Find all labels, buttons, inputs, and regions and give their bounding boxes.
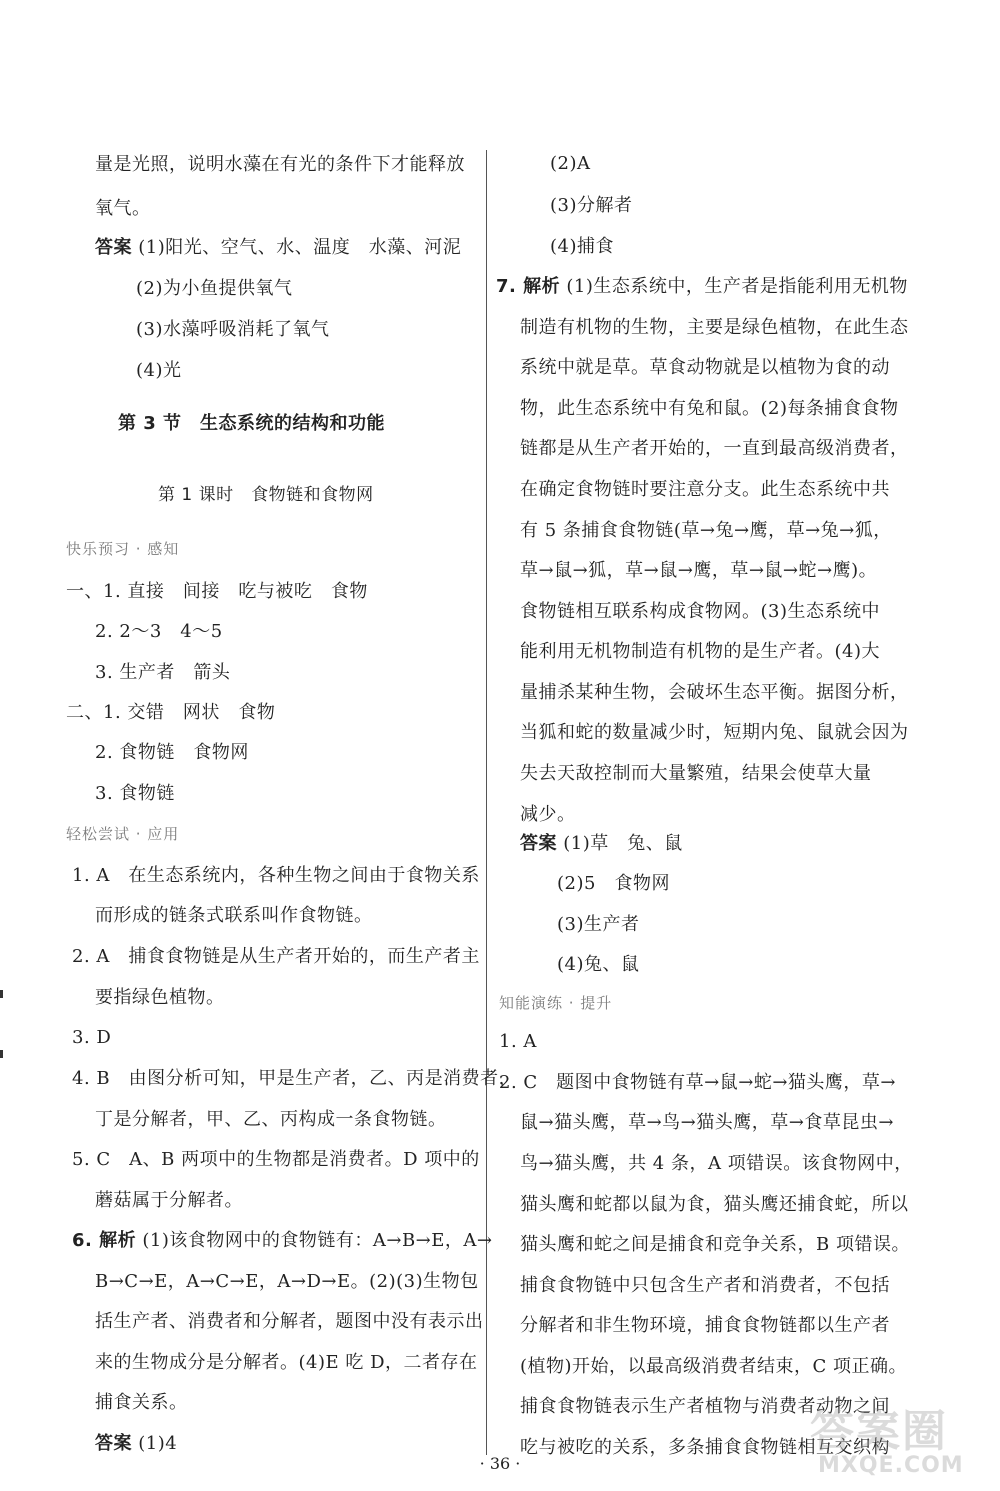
question-line: 鸟→猫头鹰，共 4 条，A 项错误。该食物网中， [520, 1153, 913, 1174]
answer-line: (2)A [550, 153, 591, 174]
question-line: 制造有机物的生物，主要是绿色植物，在此生态 [520, 317, 909, 338]
answer-line: (3)水藻呼吸消耗了氧气 [136, 319, 330, 340]
column-divider [486, 150, 487, 1455]
question-line: 物，此生态系统中有兔和鼠。(2)每条捕食食物 [520, 398, 899, 419]
question-line: B→C→E，A→C→E，A→D→E。(2)(3)生物包 [95, 1271, 479, 1292]
question-line: 减少。 [520, 804, 576, 825]
answer-line: 2. 食物链 食物网 [95, 742, 249, 763]
answer-line: 2. 2～3 4～5 [95, 621, 223, 642]
answer-line: (4)光 [136, 360, 182, 381]
question-line: 4. B 由图分析可知，甲是生产者，乙、丙是消费者， [72, 1068, 518, 1089]
analysis-text: (1)该食物网中的食物链有：A→B→E，A→ [142, 1230, 493, 1251]
question-line: 鼠→猫头鹰，草→鸟→猫头鹰，草→食草昆虫→ [520, 1112, 894, 1133]
watermark-text: 答案圈 [810, 1406, 948, 1457]
answer-text: (1)4 [138, 1433, 178, 1454]
answer-label: 答案 [95, 237, 132, 258]
question-line: 猫头鹰和蛇都以鼠为食，猫头鹰还捕食蛇，所以 [520, 1194, 909, 1215]
answer-line [95, 236, 461, 260]
section-heading: 快乐预习 · 感知 [66, 540, 180, 558]
answer-text: (1)草 兔、鼠 [563, 833, 683, 854]
answer-label: 答案 [95, 1433, 132, 1454]
answer-line: (2)5 食物网 [557, 873, 670, 894]
analysis-text: (1)生态系统中，生产者是指能利用无机物 [566, 276, 908, 297]
answer-label: 答案 [520, 833, 557, 854]
question-line: 5. C A、B 两项中的生物都是消费者。D 项中的 [72, 1149, 480, 1170]
answer-text: (1)阳光、空气、水、温度 水藻、河泥 [138, 237, 462, 258]
question-line: 丁是分解者，甲、乙、丙构成一条食物链。 [95, 1109, 447, 1130]
section-heading: 轻松尝试 · 应用 [66, 825, 180, 843]
scan-edge-mark [0, 990, 3, 998]
section-title: 第 3 节 生态系统的结构和功能 [118, 413, 386, 434]
question-line [72, 1229, 492, 1253]
question-line: 有 5 条捕食食物链(草→兔→鹰，草→兔→狐， [520, 520, 892, 541]
question-line: 1. A 在生态系统内，各种生物之间由于食物关系 [72, 865, 480, 886]
answer-line: 3. 生产者 箭头 [95, 662, 231, 683]
question-line: 蘑菇属于分解者。 [95, 1190, 243, 1211]
page-number: · 36 · [479, 1454, 521, 1473]
answer-line: (4)兔、鼠 [557, 954, 640, 975]
question-line: 3. D [72, 1027, 112, 1048]
answer-line: (3)生产者 [557, 914, 640, 935]
section-heading: 知能演练 · 提升 [499, 994, 613, 1012]
answer-line: (3)分解者 [550, 195, 633, 216]
answer-line: 3. 食物链 [95, 783, 175, 804]
question-line: (植物)开始，以最高级消费者结束，C 项正确。 [520, 1356, 908, 1377]
question-line: 量捕杀某种生物，会破坏生态平衡。据图分析， [520, 682, 909, 703]
question-line: 猫头鹰和蛇之间是捕食和竞争关系，B 项错误。 [520, 1234, 910, 1255]
question-line: 失去天敌控制而大量繁殖，结果会使草大量 [520, 763, 872, 784]
question-line: 草→鼠→狐，草→鼠→鹰，草→鼠→蛇→鹰)。 [520, 560, 878, 581]
question-line: 2. A 捕食食物链是从生产者开始的，而生产者主 [72, 946, 480, 967]
question-line: 链都是从生产者开始的，一直到最高级消费者， [520, 438, 909, 459]
answer-line: 二、1. 交错 网状 食物 [66, 702, 276, 723]
question-line: 分解者和非生物环境，捕食食物链都以生产者 [520, 1315, 890, 1336]
question-line: 在确定食物链时要注意分支。此生态系统中共 [520, 479, 890, 500]
question-line: 捕食关系。 [95, 1392, 188, 1413]
question-line: 能利用无机物制造有机物的是生产者。(4)大 [520, 641, 880, 662]
analysis-label: 7. 解析 [496, 276, 561, 297]
question-line [496, 275, 908, 299]
question-line: 吃与被吃的关系，多条捕食食物链相互交织构 [520, 1437, 890, 1458]
answer-line: (2)为小鱼提供氧气 [136, 278, 293, 299]
watermark-logo [810, 1395, 980, 1485]
question-line: 1. A [499, 1031, 537, 1052]
intro-line: 氧气。 [95, 198, 151, 219]
question-line: 捕食食物链表示生产者植物与消费者动物之间 [520, 1396, 890, 1417]
scan-edge-mark [0, 1050, 3, 1058]
watermark-url: MXQE.COM [818, 1453, 964, 1478]
question-line: 括生产者、消费者和分解者，题图中没有表示出 [95, 1311, 484, 1332]
subsection-title: 第 1 课时 食物链和食物网 [158, 485, 374, 505]
question-line: 来的生物成分是分解者。(4)E 吃 D，二者存在 [95, 1352, 478, 1373]
answer-line [520, 832, 683, 856]
question-line: 食物链相互联系构成食物网。(3)生态系统中 [520, 601, 880, 622]
question-line: 捕食食物链中只包含生产者和消费者，不包括 [520, 1275, 890, 1296]
question-line: 2. C 题图中食物链有草→鼠→蛇→猫头鹰，草→ [499, 1072, 896, 1093]
answer-line: 一、1. 直接 间接 吃与被吃 食物 [66, 581, 368, 602]
answer-line [95, 1432, 177, 1456]
answer-line: (4)捕食 [550, 236, 614, 257]
question-line: 当狐和蛇的数量减少时，短期内兔、鼠就会因为 [520, 722, 909, 743]
analysis-label: 6. 解析 [72, 1230, 137, 1251]
question-line: 要指绿色植物。 [95, 987, 225, 1008]
intro-line: 量是光照，说明水藻在有光的条件下才能释放 [95, 154, 465, 175]
question-line: 系统中就是草。草食动物就是以植物为食的动 [520, 357, 890, 378]
question-line: 而形成的链条式联系叫作食物链。 [95, 905, 373, 926]
